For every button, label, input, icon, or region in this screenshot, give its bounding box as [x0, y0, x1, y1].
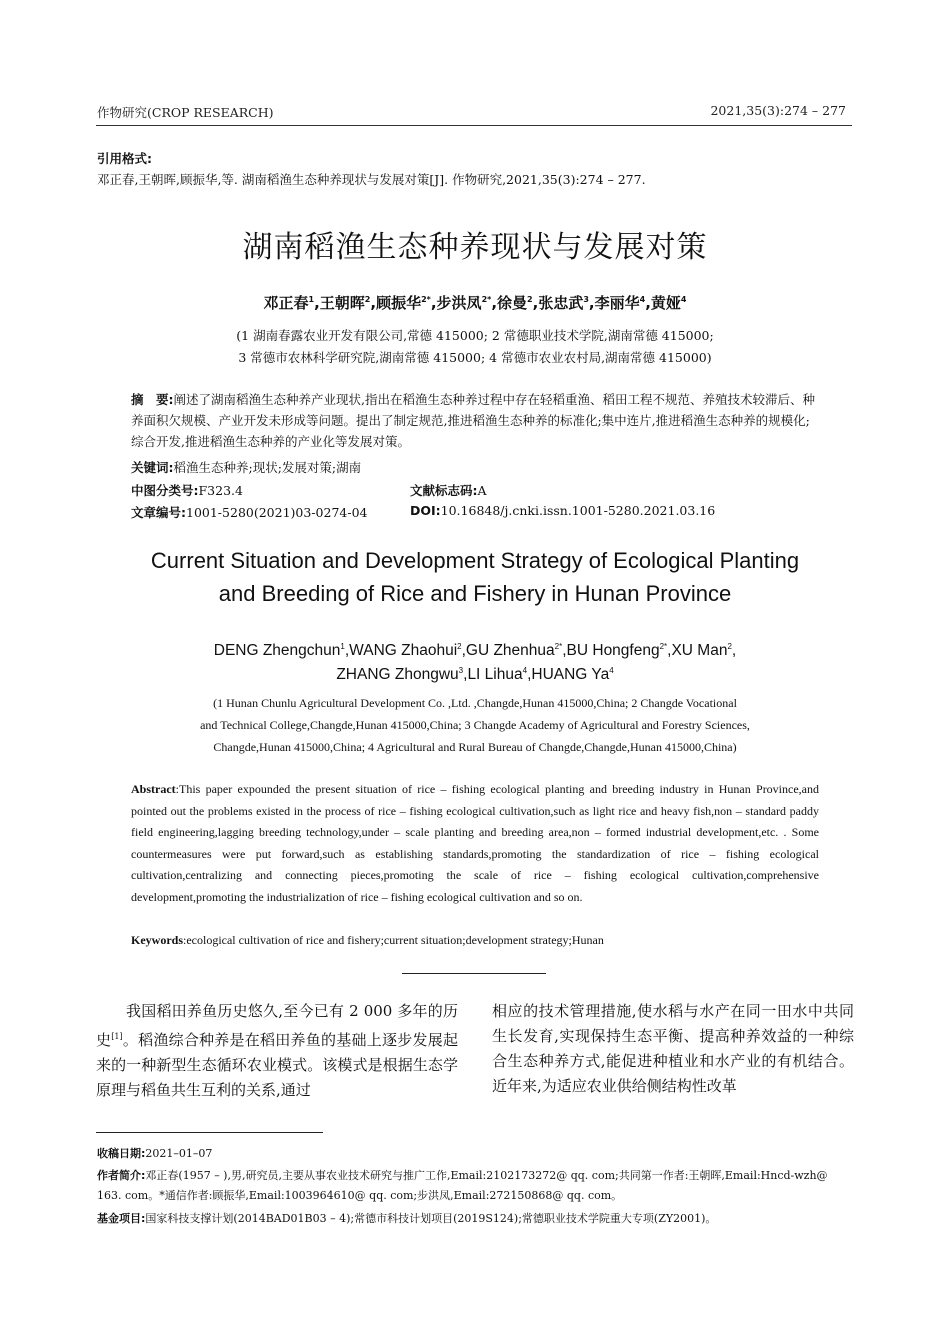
body-left-column	[96, 999, 458, 1103]
author-sup: 4	[609, 666, 614, 675]
abstract-en	[131, 779, 819, 909]
affiliation-en-line: (1 Hunan Chunlu Agricultural Development Co. ,Ltd. ,Changde,Hunan 415000,China; 2 Changde Vocational	[213, 696, 737, 710]
title-en-line: Current Situation and Development Strategy of Ecological Planting	[150, 548, 800, 573]
author-cn: 黄娅	[650, 294, 681, 312]
author-sup: 2*	[421, 295, 431, 304]
author-en: LI Lihua	[467, 666, 523, 684]
author-cn: 邓正春	[263, 294, 309, 312]
article-no-value: 1001-5280(2021)03-0274-04	[186, 505, 368, 520]
author-sup: 2*	[659, 642, 668, 651]
doi-label: DOI:	[410, 503, 441, 518]
authors-en-line: ZHANG Zhongwu$^3$,LI Lihua$^4$,HUANG Ya$^4$	[336, 666, 614, 684]
author-en: ZHANG Zhongwu	[336, 666, 459, 684]
author-cn: 顾振华	[376, 294, 422, 312]
article-no-label: 文章编号:	[131, 505, 186, 520]
keywords-en-label: Keywords	[131, 933, 183, 947]
issue-info: 2021,35(3):274 – 277	[710, 103, 846, 118]
journal-name: 作物研究(CROP RESEARCH)	[97, 105, 274, 120]
footnote-rule	[96, 1132, 323, 1133]
body-right-column: 相应的技术管理措施,使水稻与水产在同一田水中共同生长发育,实现保持生态平衡、提高种养效益的一种综合生态种养方式,能促进种植业和水产业的有机结合。近年来,为适应农业供给侧结构性改革	[492, 1002, 854, 1095]
title-en-line: and Breeding of Rice and Fishery in Hunan Province	[218, 581, 732, 606]
funding-text: 国家科技支撑计划(2014BAD01B03 – 4);常德市科技计划项目(2019S124);常德职业技术学院重大专项(ZY2001)。	[145, 1212, 717, 1225]
author-cn: 张忠武	[538, 294, 584, 312]
keywords-en-text: :ecological cultivation of rice and fishery;current situation;development strategy;Hunan	[183, 933, 604, 947]
keywords-cn	[131, 457, 821, 478]
author-sup: 1	[308, 295, 315, 304]
clc-number	[131, 481, 243, 499]
author-sup: 2	[527, 295, 533, 304]
author-sup: 2	[457, 642, 462, 651]
keywords-cn-label: 关键词:	[131, 460, 174, 475]
affiliation-cn-line: 3 常德市农林科学研究院,湖南常德 415000; 4 常德市农业农村局,湖南常德 415000)	[238, 350, 712, 365]
author-sup: 4	[522, 666, 528, 675]
funding-label: 基金项目:	[97, 1212, 146, 1225]
author-sup: 3	[583, 295, 589, 304]
header-rule	[96, 125, 852, 126]
citation-ref: [1]	[111, 1032, 123, 1041]
author-info	[97, 1166, 854, 1206]
authors-en-line: DENG Zhengchun$^1$,WANG Zhaohui$^2$,GU Zhenhua$^{2*}$,BU Hongfeng$^{2*}$,XU Man$^2$,	[213, 642, 737, 660]
document-code	[410, 481, 487, 499]
doi	[410, 503, 715, 518]
abstract-en-text: :This paper expounded the present situation of rice – fishing ecological planting and breeding industry in Hunan Province,and pointed out the problems existed in the process of rice – fishing ecological cultivation,such as light rice and heavy fish,non – standard paddy field engineering,lagging breeding technology,under – scale planting and breeding area,non – formed industrial development,etc. . Some countermeasures were put forward,such as establishing standards,promoting the standardization of rice – fishing ecological cultivation,centralizing and connecting pieces,promoting the scale of rice – fishing ecological cultivation,comprehensive development,promoting the industrialization of rice – fishing ecological cultivation and so on.	[131, 782, 819, 904]
author-en: HUANG Ya	[531, 666, 610, 684]
affiliation-en-line: Changde,Hunan 415000,China; 4 Agricultural and Rural Bureau of Changde,Changde,Hunan 415000,China)	[213, 740, 737, 754]
affiliation-cn-line: (1 湖南春露农业开发有限公司,常德 415000; 2 常德职业技术学院,湖南常德 415000;	[236, 328, 714, 343]
article-number	[131, 503, 367, 521]
received-value: 2021–01–07	[145, 1147, 213, 1160]
keywords-en	[131, 930, 819, 952]
doc-code-label: 文献标志码:	[410, 483, 478, 498]
citation-text: 邓正春,王朝晖,顾振华,等. 湖南稻渔生态种养现状与发展对策[J]. 作物研究,2021,35(3):274 – 277.	[97, 172, 646, 187]
author-cn: 徐曼	[497, 294, 528, 312]
section-separator	[402, 973, 546, 974]
author-en: BU Hongfeng	[566, 642, 660, 660]
author-sup: 2*	[481, 295, 492, 304]
body-text: 。稻渔综合种养是在稻田养鱼的基础上逐步发展起来的一种新型生态循环农业模式。该模式是根据生态学原理与稻鱼共生互利的关系,通过	[96, 1031, 458, 1099]
author-cn: 王朝晖	[319, 294, 365, 312]
author-info-label: 作者简介:	[97, 1169, 146, 1182]
author-cn: 李丽华	[594, 294, 640, 312]
author-sup: 4	[680, 295, 687, 304]
doc-code-value: A	[477, 483, 487, 498]
abstract-cn-text: 阐述了湖南稻渔生态种养产业现状,指出在稻渔生态种养过程中存在轻稻重渔、稻田工程不规范、养殖技术较滞后、种养面积欠规模、产业开发未形成等问题。提出了制定规范,推进稻渔生态种养的标准化;集中连片,推进稻渔生态种养的规模化;综合开发,推进稻渔生态种养的产业化等发展对策。	[131, 392, 815, 449]
abstract-en-label: Abstract	[131, 782, 176, 796]
keywords-cn-text: 稻渔生态种养;现状;发展对策;湖南	[173, 460, 362, 475]
author-sup: 2	[727, 642, 732, 651]
title-cn: 湖南稻渔生态种养现状与发展对策	[242, 230, 708, 265]
author-sup: 3	[458, 666, 464, 675]
author-sup: 1	[340, 642, 345, 651]
abstract-cn	[131, 389, 821, 452]
author-sup: 4	[639, 295, 646, 304]
author-en: GU Zhenhua	[465, 642, 555, 660]
author-en: WANG Zhaohui	[349, 642, 458, 660]
author-cn: 步洪凤	[436, 294, 482, 312]
author-sup: 2	[364, 295, 371, 304]
author-en: DENG Zhengchun	[213, 642, 341, 660]
author-sup: 2*	[554, 642, 563, 651]
doi-value: 10.16848/j.cnki.issn.1001-5280.2021.03.16	[440, 503, 716, 518]
body-text: 我国稻田养鱼历史悠久,至今已有 2 000 多年的历史	[96, 1002, 458, 1049]
abstract-cn-label: 摘 要:	[131, 392, 174, 407]
received-label: 收稿日期:	[97, 1147, 146, 1160]
clc-label: 中图分类号:	[131, 483, 199, 498]
author-en: XU Man	[671, 642, 728, 660]
authors-cn: 邓正春$^1$,王朝晖$^2$,顾振华$^{2*}$,步洪凤$^{2*}$,徐曼$^2$,张忠武$^3$,李丽华$^4$,黄娅$^4$	[263, 294, 687, 312]
funding	[97, 1209, 854, 1229]
author-info-text: 邓正春(1957 – ),男,研究员,主要从事农业技术研究与推广工作,Email:2102173272@ qq. com;共同第一作者:王朝晖,Email:Hncd-wzh@ 163. com。*通信作者:顾振华,Email:1003964610@ qq. com;步洪凤,Email:272150868@ qq. com。	[97, 1169, 828, 1202]
citation-label: 引用格式:	[97, 151, 152, 166]
affiliation-en-line: and Technical College,Changde,Hunan 415000,China; 3 Changde Academy of Agricultural and Forestry Sciences,	[200, 718, 750, 732]
received-date	[97, 1144, 854, 1164]
clc-value: F323.4	[198, 483, 243, 498]
